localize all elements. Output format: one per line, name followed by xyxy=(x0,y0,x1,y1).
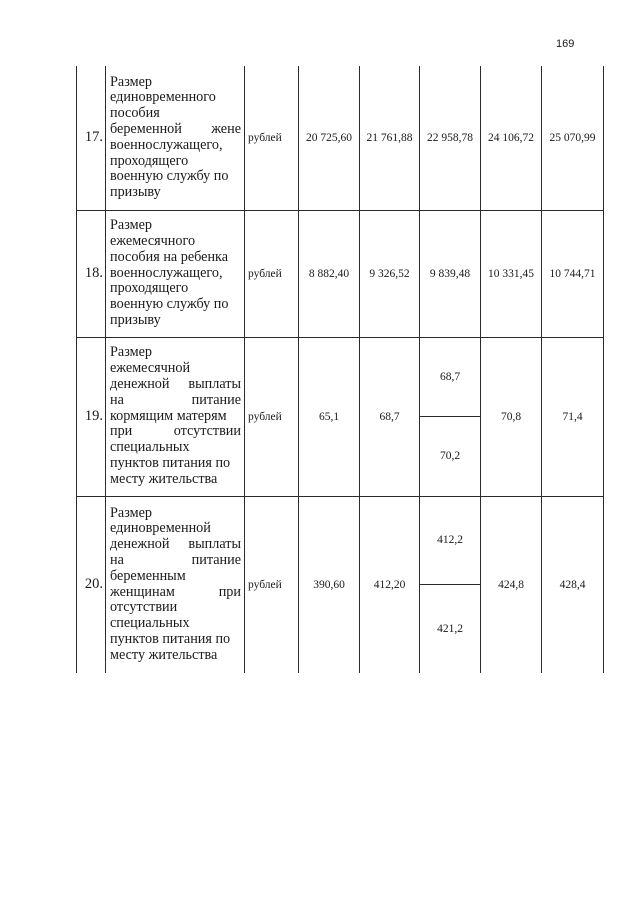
description-word: выплаты xyxy=(188,536,241,553)
page-number: 169 xyxy=(556,38,575,50)
description-word: при xyxy=(218,583,241,600)
description-word: денежной xyxy=(110,536,170,553)
value-cell: 9 326,52 xyxy=(360,210,420,337)
table-row xyxy=(77,337,604,496)
description-line: военнослужащего, xyxy=(110,136,223,153)
description-line: военную службу по xyxy=(110,168,229,185)
split-value-upper: 412,2 xyxy=(420,497,480,586)
description-line: военную службу по xyxy=(110,296,229,313)
value-cell: 24 106,72 xyxy=(481,66,542,210)
description-word: питание xyxy=(191,551,241,568)
unit-cell: рублей xyxy=(245,337,299,496)
unit-cell: рублей xyxy=(245,210,299,337)
value-cell: 65,1 xyxy=(299,337,360,496)
value-cell: 70,8 xyxy=(481,337,542,496)
row-number: 17. xyxy=(77,66,106,210)
split-value-upper: 68,7 xyxy=(420,338,480,418)
row-description xyxy=(106,496,245,673)
value-cell: 25 070,99 xyxy=(542,66,604,210)
table-row xyxy=(77,496,604,673)
description-line: единовременной xyxy=(110,520,211,537)
description-line xyxy=(110,553,241,569)
description-line: отсутствии xyxy=(110,599,178,616)
description-line xyxy=(110,393,241,409)
value-cell: 10 744,71 xyxy=(542,210,604,337)
row-description xyxy=(106,337,245,496)
row-description xyxy=(106,66,245,210)
description-line: пунктов питания по xyxy=(110,454,231,471)
description-line: пособия xyxy=(110,105,160,122)
description-line: пунктов питания по xyxy=(110,630,231,647)
unit-cell: рублей xyxy=(245,66,299,210)
table-row xyxy=(77,210,604,337)
description-line: проходящего xyxy=(110,152,189,169)
description-line xyxy=(110,377,241,393)
description-line: военнослужащего, xyxy=(110,264,223,281)
value-cell: 8 882,40 xyxy=(299,210,360,337)
description-line: ежемесячного xyxy=(110,233,196,249)
description-line: специальных xyxy=(110,615,190,632)
split-value xyxy=(420,497,480,673)
description-word: денежной xyxy=(110,376,170,392)
value-cell: 20 725,60 xyxy=(299,66,360,210)
value-cell: 71,4 xyxy=(542,337,604,496)
value-cell: 10 331,45 xyxy=(481,210,542,337)
description-word: жене xyxy=(211,120,241,137)
description-line: единовременного xyxy=(110,89,216,106)
description-line xyxy=(110,585,241,601)
value-cell: 424,8 xyxy=(481,496,542,673)
description-line: пособия на ребенка xyxy=(110,248,229,265)
value-cell: 412,20 xyxy=(360,496,420,673)
value-cell-split xyxy=(420,496,481,673)
description-line: ежемесячной xyxy=(110,360,191,377)
row-number: 20. xyxy=(77,496,106,673)
description-line: специальных xyxy=(110,439,190,456)
description-word: женщинам xyxy=(110,583,175,600)
data-table xyxy=(76,66,604,673)
description-word: на xyxy=(110,551,124,568)
value-cell: 428,4 xyxy=(542,496,604,673)
description-line xyxy=(110,122,241,138)
description-word: при xyxy=(110,423,133,440)
description-line: Размер xyxy=(110,217,152,234)
description-line: кормящим матерям xyxy=(110,407,227,424)
description-line: призыву xyxy=(110,311,161,328)
row-number: 19. xyxy=(77,337,106,496)
description-line: Размер xyxy=(110,344,152,361)
row-description xyxy=(106,210,245,337)
description-word: выплаты xyxy=(188,376,241,392)
value-cell: 68,7 xyxy=(360,337,420,496)
description-line: призыву xyxy=(110,184,161,201)
description-line: месту жительства xyxy=(110,646,218,663)
description-line xyxy=(110,424,241,440)
description-line: месту жительства xyxy=(110,470,218,487)
value-cell: 390,60 xyxy=(299,496,360,673)
split-value xyxy=(420,338,480,496)
row-number: 18. xyxy=(77,210,106,337)
unit-cell: рублей xyxy=(245,496,299,673)
description-word: беременной xyxy=(110,120,182,137)
description-word: на xyxy=(110,391,124,408)
value-cell: 22 958,78 xyxy=(420,66,481,210)
value-cell-split xyxy=(420,337,481,496)
description-word: питание xyxy=(191,391,241,408)
split-value-lower: 70,2 xyxy=(439,450,461,463)
value-cell: 9 839,48 xyxy=(420,210,481,337)
description-line: Размер xyxy=(110,73,152,90)
description-line: проходящего xyxy=(110,280,189,297)
description-line: беременным xyxy=(110,567,186,584)
description-line xyxy=(110,537,241,553)
table-row xyxy=(77,66,604,210)
description-line: Размер xyxy=(110,504,152,521)
split-value-lower: 421,2 xyxy=(437,622,463,635)
value-cell: 21 761,88 xyxy=(360,66,420,210)
description-word: отсутствии xyxy=(173,423,241,440)
